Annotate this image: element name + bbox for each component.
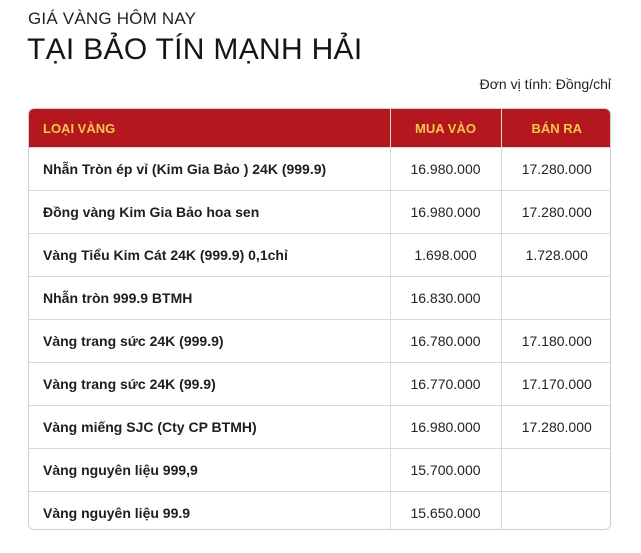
- buy-price-cell: 16.980.000: [390, 406, 501, 449]
- sell-price-cell: 1.728.000: [501, 234, 611, 277]
- gold-type-cell: Nhẫn tròn 999.9 BTMH: [29, 277, 390, 320]
- gold-type-cell: Vàng nguyên liệu 999,9: [29, 449, 390, 492]
- table-header-row: [29, 109, 611, 148]
- table-row: [29, 449, 611, 492]
- buy-price-cell: 16.980.000: [390, 148, 501, 191]
- table-row: [29, 363, 611, 406]
- sell-price-cell: 17.280.000: [501, 191, 611, 234]
- sell-price-cell: [501, 449, 611, 492]
- sell-price-cell: [501, 277, 611, 320]
- sell-price-cell: [501, 492, 611, 531]
- sell-price-cell: 17.280.000: [501, 406, 611, 449]
- column-header-type: LOẠI VÀNG: [29, 109, 390, 148]
- gold-type-cell: Vàng Tiểu Kim Cát 24K (999.9) 0,1chỉ: [29, 234, 390, 277]
- column-header-buy: MUA VÀO: [390, 109, 501, 148]
- table-row: [29, 191, 611, 234]
- table-row: [29, 320, 611, 363]
- column-header-sell: BÁN RA: [501, 109, 611, 148]
- buy-price-cell: 16.780.000: [390, 320, 501, 363]
- page-title: TẠI BẢO TÍN MẠNH HẢI: [27, 33, 363, 66]
- sell-price-cell: 17.170.000: [501, 363, 611, 406]
- gold-type-cell: Đồng vàng Kim Gia Bảo hoa sen: [29, 191, 390, 234]
- buy-price-cell: 1.698.000: [390, 234, 501, 277]
- table-row: [29, 234, 611, 277]
- buy-price-cell: 16.770.000: [390, 363, 501, 406]
- gold-type-cell: Vàng miếng SJC (Cty CP BTMH): [29, 406, 390, 449]
- buy-price-cell: 15.650.000: [390, 492, 501, 531]
- gold-type-cell: Vàng nguyên liệu 99.9: [29, 492, 390, 531]
- table-row: [29, 148, 611, 191]
- gold-type-cell: Vàng trang sức 24K (99.9): [29, 363, 390, 406]
- buy-price-cell: 15.700.000: [390, 449, 501, 492]
- sell-price-cell: 17.280.000: [501, 148, 611, 191]
- unit-label: Đơn vị tính: Đồng/chỉ: [479, 76, 611, 92]
- gold-type-cell: Nhẫn Tròn ép vỉ (Kim Gia Bảo ) 24K (999.9): [29, 148, 390, 191]
- table-row: [29, 277, 611, 320]
- gold-price-table: [28, 108, 611, 530]
- gold-type-cell: Vàng trang sức 24K (999.9): [29, 320, 390, 363]
- table-row: [29, 492, 611, 531]
- buy-price-cell: 16.830.000: [390, 277, 501, 320]
- buy-price-cell: 16.980.000: [390, 191, 501, 234]
- page-subtitle: GIÁ VÀNG HÔM NAY: [28, 9, 197, 28]
- sell-price-cell: 17.180.000: [501, 320, 611, 363]
- table-row: [29, 406, 611, 449]
